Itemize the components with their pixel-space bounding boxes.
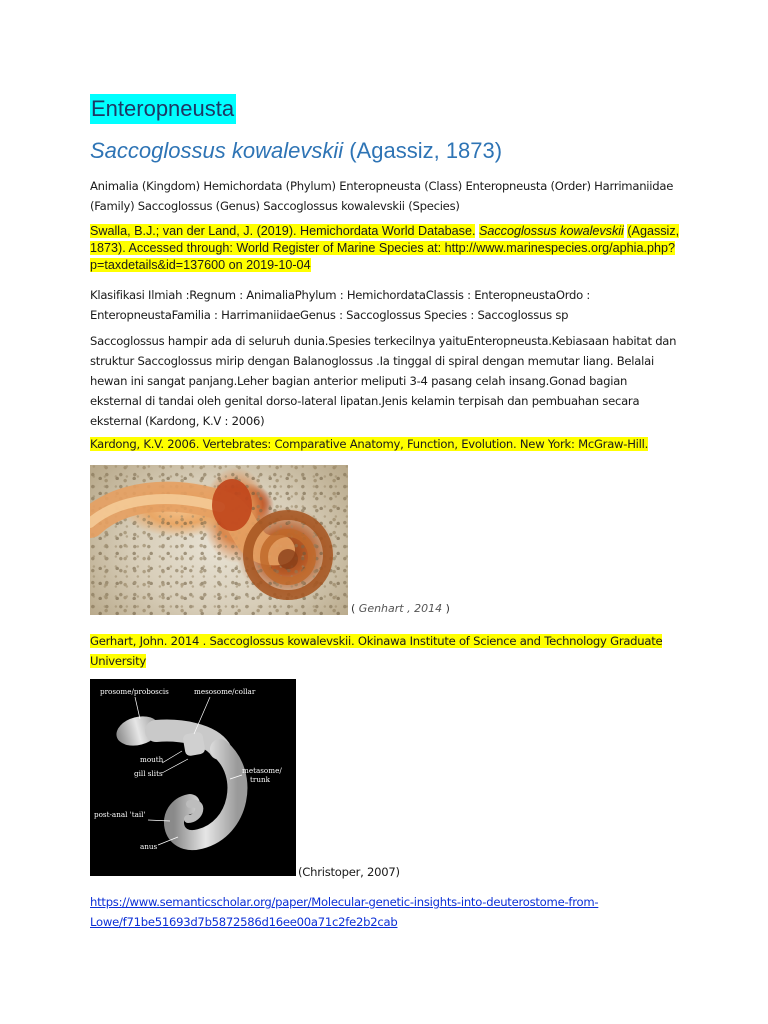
label-trunk: trunk: [250, 775, 270, 784]
species-heading: [90, 136, 502, 166]
worm-illustration: [90, 465, 348, 615]
scientific-classification: Klasifikasi Ilmiah :Regnum : AnimaliaPhylum : HemichordataClassis : EnteropneustaOrdo : EnteropneustaFamilia : HarrimaniidaeGenus : Saccoglossus Species : Saccoglossus sp: [90, 288, 591, 322]
swalla-ref-part1: Swalla, B.J.; van der Land, J. (2019). Hemichordata World Database.: [90, 224, 476, 238]
photo-caption-1: [351, 602, 450, 615]
swalla-reference: [90, 223, 680, 274]
species-name: Saccoglossus kowalevskii: [90, 138, 344, 163]
label-anus: anus: [140, 842, 158, 851]
anatomy-figure: [90, 679, 296, 876]
caption1-close: ): [442, 602, 450, 615]
classification-paragraph: Animalia (Kingdom) Hemichordata (Phylum) Enteropneusta (Class) Enteropneusta (Order) Harrimaniidae (Family) Saccoglossus (Genus) Saccoglossus kowalevskii (Species): [90, 179, 674, 213]
label-mouth: mouth: [140, 755, 164, 764]
kardong-reference: [90, 434, 680, 454]
label-tail: post-anal 'tail': [94, 810, 146, 819]
label-mesosome: mesosome/collar: [194, 687, 256, 696]
swalla-ref-species: Saccoglossus kowalevskii: [478, 224, 624, 238]
worm-photo: [90, 465, 348, 615]
swalla-ref-part2: (Agassiz, 1873). Accessed through: World Register of Marine Species at: http://www.marinespecies.org/aphia.php?p=taxdetails&id=137600 on 2019-10-04: [90, 224, 680, 272]
caption1-text: Genhart , 2014: [358, 602, 443, 615]
caption1-open: (: [351, 602, 359, 615]
species-authority: (Agassiz, 1873): [349, 138, 503, 163]
anatomy-diagram: [90, 679, 296, 876]
semanticscholar-link[interactable]: https://www.semanticscholar.org/paper/Molecular-genetic-insights-into-deuterostome-from-Lowe/f71be51693d7b5872586d16ee00a71c2fe2b2cab: [90, 895, 599, 929]
page-title: Enteropneusta: [90, 94, 236, 124]
description-paragraph: Saccoglossus hampir ada di seluruh dunia.Spesies terkecilnya yaituEnteropneusta.Kebiasaan habitat dan struktur Saccoglossus mirip dengan Balanoglossus .Ia tinggal di spiral dengan memutar liang. Belalai hewan ini sangat panjang.Leher bagian anterior meliputi 3-4 pasang celah insang.Gonad bagian eksternal di tandai oleh genital dorso-lateral lipatan.Jenis kelamin terpisah dan pembuahan secara eksternal (Kardong, K.V : 2006): [90, 334, 677, 428]
kardong-ref-text: Kardong, K.V. 2006. Vertebrates: Comparative Anatomy, Function, Evolution. New York: McGraw-Hill.: [90, 437, 649, 451]
label-prosome: prosome/proboscis: [100, 687, 169, 696]
photo-caption-2: (Christoper, 2007): [298, 865, 400, 879]
label-metasome: metasome/: [242, 766, 282, 775]
gerhart-reference: [90, 631, 680, 671]
gerhart-ref-text: Gerhart, John. 2014 . Saccoglossus kowalevskii. Okinawa Institute of Science and Technology Graduate University: [90, 634, 663, 668]
label-gill: gill slits: [134, 769, 163, 778]
